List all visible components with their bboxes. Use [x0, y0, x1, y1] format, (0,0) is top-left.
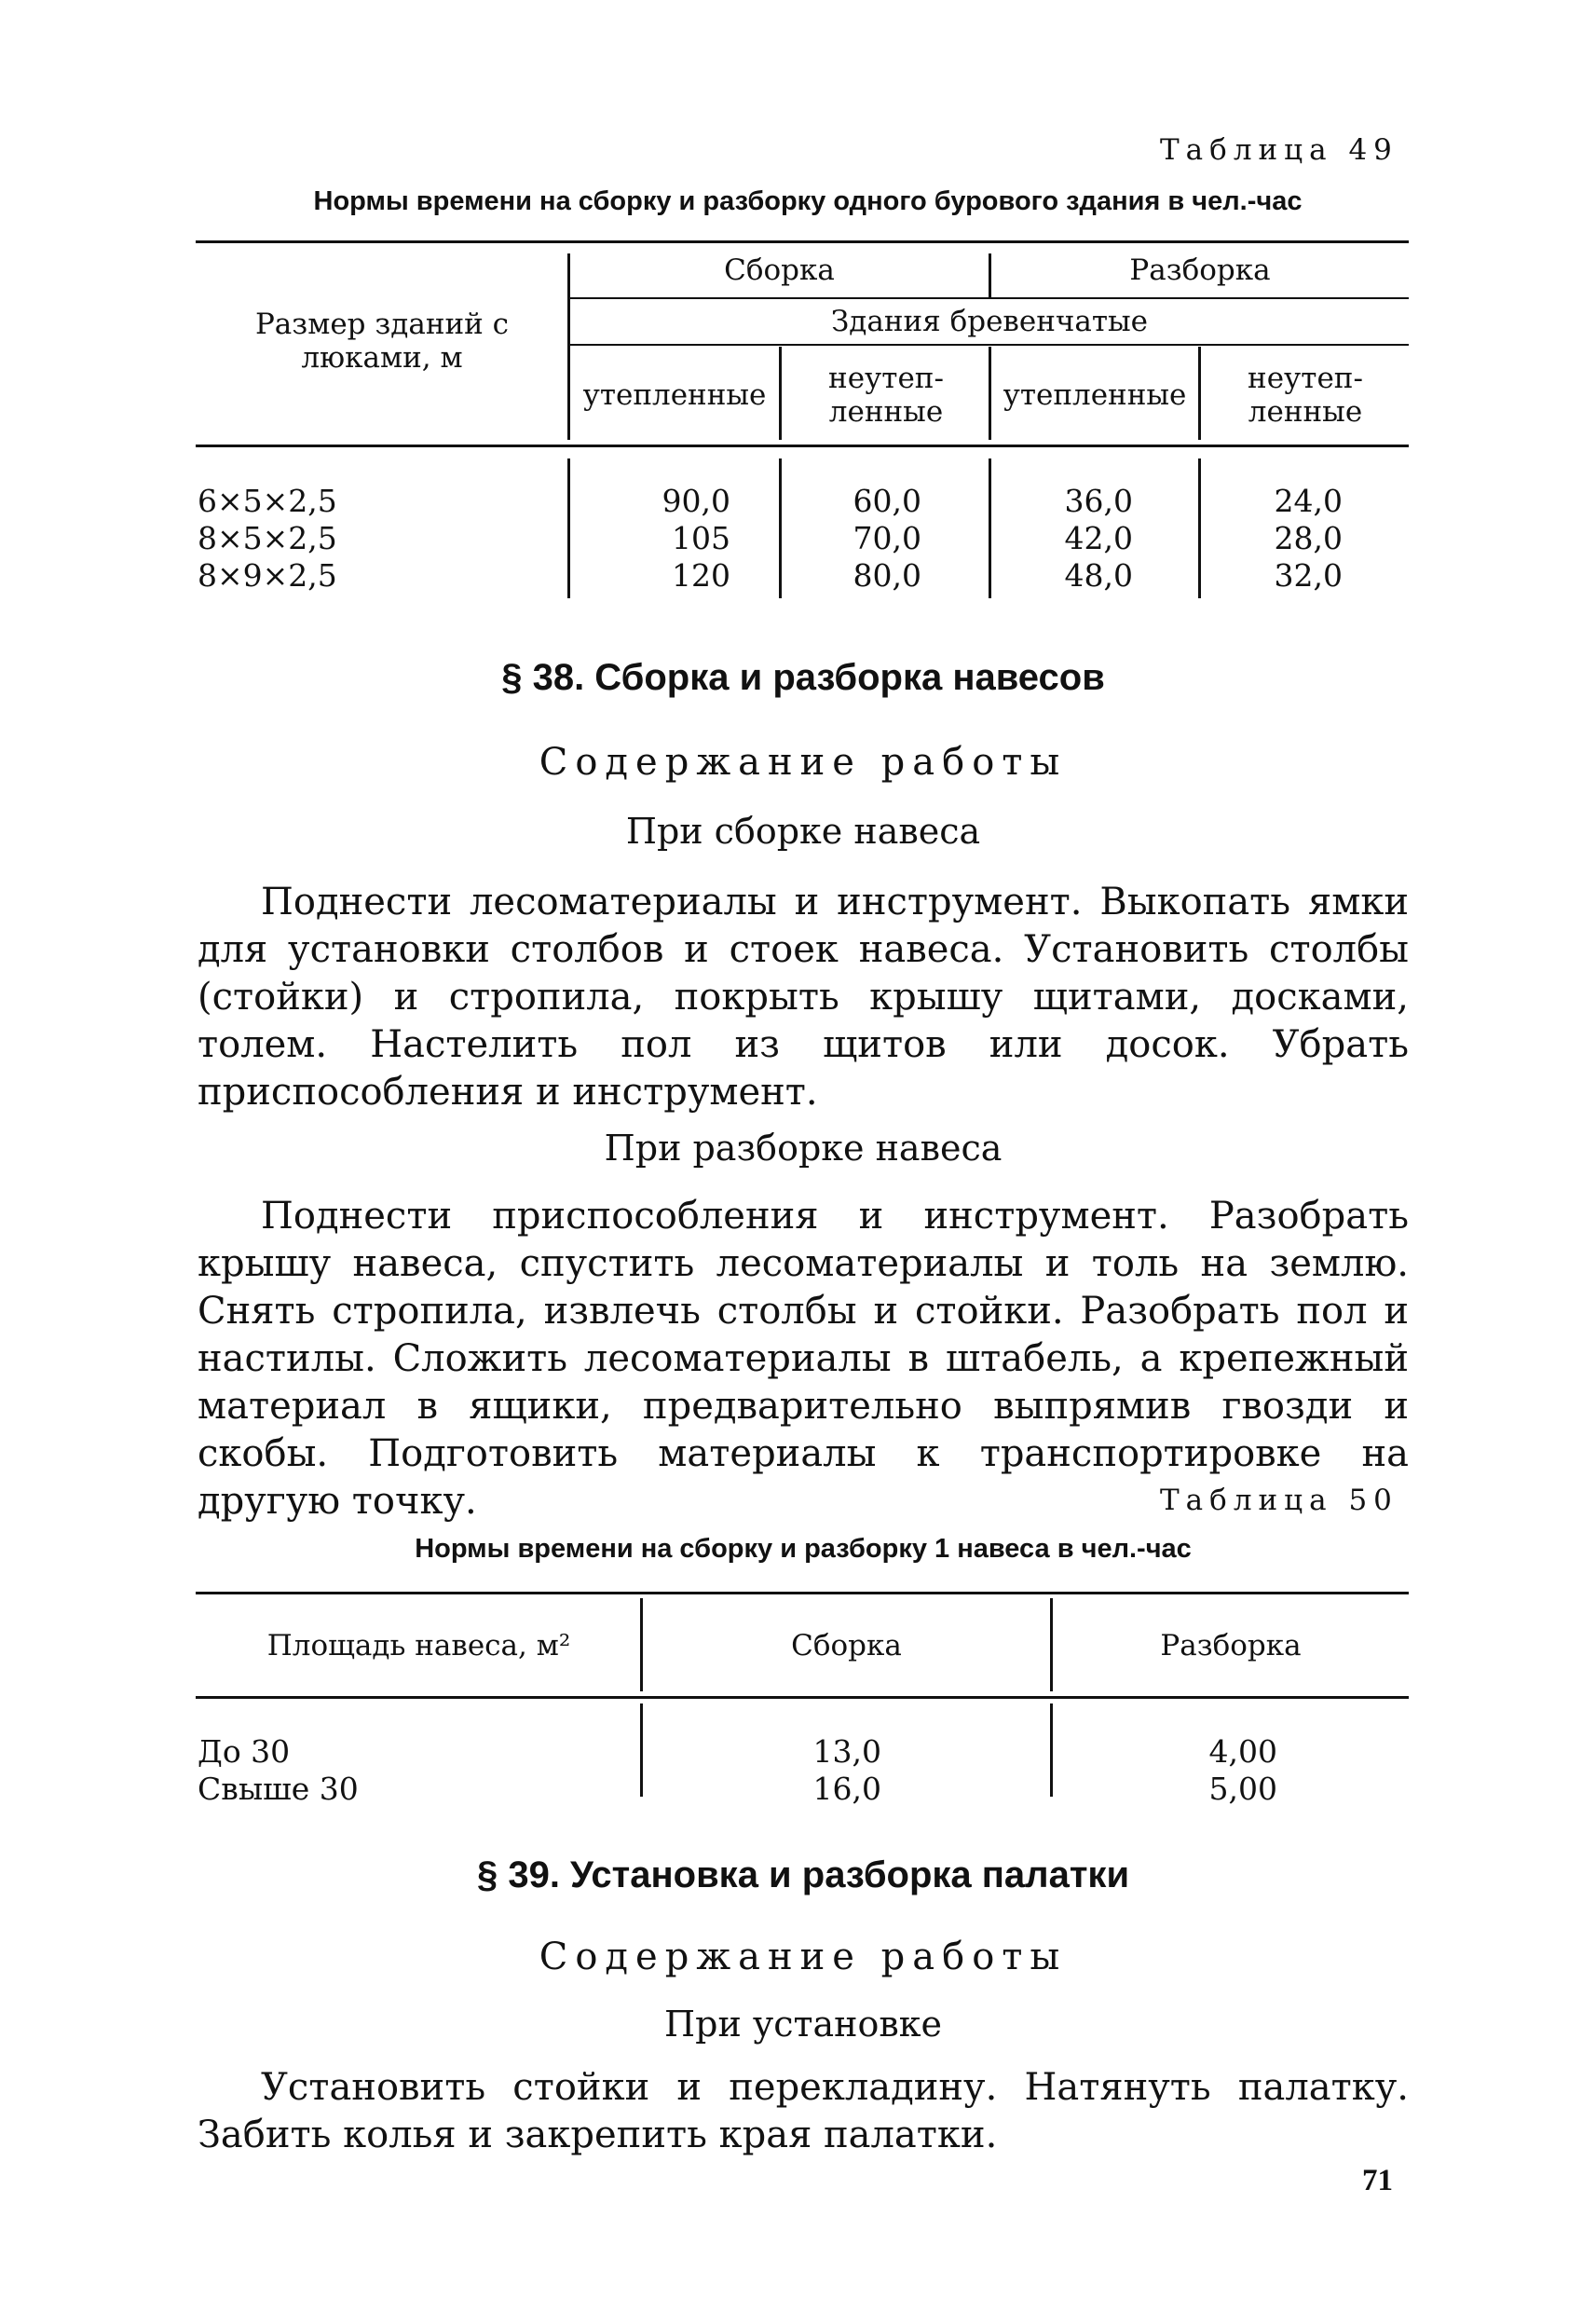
table-49-assembly-insulated-header: утепленные: [582, 378, 767, 412]
value-cell: 60,0: [853, 483, 921, 519]
table-49-assembly-header: Сборка: [724, 253, 835, 287]
value-cell: 80,0: [853, 557, 921, 594]
value-cell: 13,0: [812, 1733, 881, 1770]
value-cell: 36,0: [1064, 483, 1133, 519]
section-38-title: § 38. Сборка и разборка навесов: [501, 657, 1105, 698]
value-cell: 4,00: [1208, 1733, 1277, 1770]
table-50-label: Таблица 50: [1160, 1484, 1398, 1517]
value-cell: 105: [672, 520, 730, 556]
table-49-building-type-header: Здания бревенчатые: [830, 305, 1149, 338]
value-cell: 48,0: [1064, 557, 1133, 594]
table-row: До 30: [198, 1733, 291, 1770]
value-cell: 28,0: [1274, 520, 1343, 556]
section-38-disassembly-heading: При разборке навеса: [604, 1128, 1003, 1169]
section-39-install-heading: При установке: [663, 2004, 943, 2045]
section-38-assembly-text: Поднести лесоматериалы и инструмент. Выкопать ямки для установки столбов и стоек навеса. Установить столбы (стойки) и стропила, покрыть крышу щитами, досками, толем. Настелить пол из щитов или досок. Убрать приспособления и инструмент.: [198, 881, 1409, 1114]
table-49-disassembly-uninsulated-header: неутеп-ленные: [1248, 362, 1363, 429]
table-50-top-rule: [196, 1592, 1409, 1594]
value-cell: 24,0: [1274, 483, 1343, 519]
table-49-size-header: Размер зданий с люками, м: [254, 308, 510, 375]
page-number: 71: [1362, 2164, 1393, 2197]
section-38-disassembly-text: Поднести приспособления и инструмент. Разобрать крышу навеса, спустить лесоматериалы и толь на землю. Снять стропила, извлечь столбы и стойки. Разобрать пол и настилы. Сложить лесоматериалы в штабель, а крепежный материал в ящики, предварительно выпрямив гвозди и скобы. Подготовить материалы к транспортировке на другую точку.: [198, 1195, 1409, 1523]
table-49-caption: Нормы времени на сборку и разборку одного бурового здания в чел.-час: [313, 186, 1303, 216]
table-49-disassembly-header: Разборка: [1129, 253, 1271, 287]
table-50-header-bottom-rule: [196, 1696, 1409, 1699]
value-cell: 90,0: [662, 483, 730, 519]
table-49-assembly-uninsulated-header: неутеп-ленные: [828, 362, 944, 429]
size-cell: 8×5×2,5: [198, 520, 337, 556]
section-39-content-heading: Содержание работы: [539, 1936, 1068, 1978]
section-39-install-text: Установить стойки и перекладину. Натянуть палатку. Забить колья и закрепить края палатки.: [198, 2066, 1409, 2156]
table-50-disassembly-header: Разборка: [1160, 1629, 1302, 1662]
section-38-assembly-heading: При сборке навеса: [625, 811, 981, 852]
table-row: Свыше 30: [198, 1771, 359, 1807]
section-39-title: § 39. Установка и разборка палатки: [476, 1854, 1130, 1895]
value-cell: 32,0: [1274, 557, 1343, 594]
table-50-area-column: [198, 1733, 359, 1808]
table-49-disassembly-insulated-header: утепленные: [1003, 378, 1187, 412]
table-50-assembly-column: [643, 1733, 881, 1808]
table-49-label: Таблица 49: [1160, 133, 1398, 167]
table-50-disassembly-column: [1053, 1733, 1277, 1808]
value-cell: 5,00: [1208, 1771, 1277, 1807]
table-50-assembly-header: Сборка: [791, 1629, 902, 1662]
size-cell: 8×9×2,5: [198, 557, 337, 594]
value-cell: 120: [672, 557, 730, 594]
section-38-content-heading: Содержание работы: [539, 741, 1068, 784]
table-50-caption: Нормы времени на сборку и разборку 1 навеса в чел.-час: [415, 1534, 1192, 1564]
value-cell: 70,0: [853, 520, 921, 556]
value-cell: 16,0: [812, 1771, 881, 1807]
value-cell: 42,0: [1064, 520, 1133, 556]
table-50-area-header: Площадь навеса, м²: [266, 1629, 571, 1662]
size-cell: 6×5×2,5: [198, 483, 337, 519]
